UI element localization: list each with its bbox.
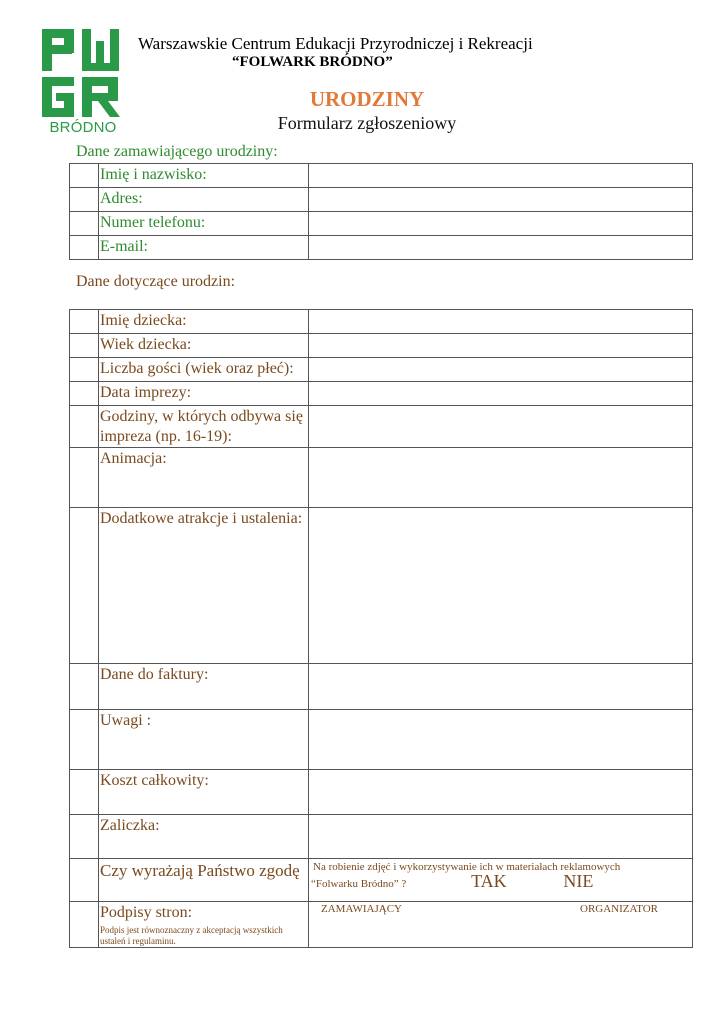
organization-name: Warszawskie Centrum Edukacji Przyrodniczej i Rekreacji — [138, 34, 533, 53]
deposit-field[interactable] — [309, 815, 693, 859]
table-row — [70, 382, 693, 406]
field-label-total-cost: Koszt całkowity: — [99, 770, 309, 815]
field-label-phone: Numer telefonu: — [99, 212, 309, 236]
logo-text: BRÓDNO — [49, 119, 117, 136]
form-subtitle: Formularz zgłoszeniowy — [277, 113, 457, 133]
field-label-deposit: Zaliczka: — [99, 815, 309, 859]
field-label-child-age: Wiek dziecka: — [99, 334, 309, 358]
extra-attractions-field[interactable] — [309, 508, 693, 664]
signature-orderer-label: ZAMAWIAJĄCY — [321, 903, 403, 915]
field-label-guest-count: Liczba gości (wiek oraz płeć): — [99, 358, 309, 382]
orderer-table — [69, 163, 693, 260]
full-name-field[interactable] — [309, 164, 693, 188]
field-label-child-name: Imię dziecka: — [99, 310, 309, 334]
signatures-field[interactable] — [309, 902, 693, 948]
field-label-signatures: Podpisy stron: — [100, 904, 193, 921]
party-date-field[interactable] — [309, 382, 693, 406]
table-row — [70, 188, 693, 212]
table-row — [70, 859, 693, 902]
field-label-email: E-mail: — [99, 236, 309, 260]
total-cost-field[interactable] — [309, 770, 693, 815]
field-label-invoice-data: Dane do faktury: — [99, 664, 309, 710]
field-label-animation: Animacja: — [99, 448, 309, 508]
table-row — [70, 508, 693, 664]
table-row — [70, 406, 693, 448]
signature-note: Podpis jest równoznaczny z akceptacją wszystkich ustaleń i regulaminu. — [100, 925, 283, 946]
table-row — [70, 815, 693, 859]
party-hours-field[interactable] — [309, 406, 693, 448]
field-label-consent: Czy wyrażają Państwo zgodę — [99, 859, 309, 902]
table-row — [70, 358, 693, 382]
table-row — [70, 770, 693, 815]
table-row — [70, 448, 693, 508]
section-orderer-heading: Dane zamawiającego urodziny: — [76, 143, 278, 160]
table-row — [70, 334, 693, 358]
field-label-full-name: Imię i nazwisko: — [99, 164, 309, 188]
form-title: URODZINY — [309, 87, 425, 111]
consent-yes-option[interactable]: TAK — [471, 871, 507, 891]
notes-field[interactable] — [309, 710, 693, 770]
table-row — [70, 310, 693, 334]
consent-question — [309, 859, 692, 891]
signature-organizer-label: ORGANIZATOR — [580, 903, 659, 915]
consent-no-option[interactable]: NIE — [563, 871, 594, 891]
table-row — [70, 164, 693, 188]
signature-labels — [309, 902, 692, 942]
field-label-party-date: Data imprezy: — [99, 382, 309, 406]
consent-question-line2: “Folwarku Bródno” ? — [311, 878, 407, 890]
address-field[interactable] — [309, 188, 693, 212]
organization-short-name: “FOLWARK BRÓDNO” — [232, 54, 393, 70]
table-row — [70, 664, 693, 710]
animation-field[interactable] — [309, 448, 693, 508]
field-label-address: Adres: — [99, 188, 309, 212]
field-label-notes: Uwagi : — [99, 710, 309, 770]
child-age-field[interactable] — [309, 334, 693, 358]
field-label-extra-attractions: Dodatkowe atrakcje i ustalenia: — [99, 508, 309, 664]
phone-field[interactable] — [309, 212, 693, 236]
table-row — [70, 710, 693, 770]
field-label-party-hours: Godziny, w których odbywa się impreza (np. 16-19): — [99, 406, 309, 448]
child-name-field[interactable] — [309, 310, 693, 334]
table-row — [70, 902, 693, 948]
consent-question-line1: Na robienie zdjęć i wykorzystywanie ich w materiałach reklamowych — [313, 861, 621, 873]
table-row — [70, 212, 693, 236]
section-party-heading: Dane dotyczące urodzin: — [76, 273, 236, 290]
guest-count-field[interactable] — [309, 358, 693, 382]
email-field[interactable] — [309, 236, 693, 260]
consent-cell — [309, 859, 693, 902]
party-table — [69, 309, 693, 948]
signatures-label-cell — [99, 902, 309, 948]
table-row — [70, 236, 693, 260]
invoice-data-field[interactable] — [309, 664, 693, 710]
